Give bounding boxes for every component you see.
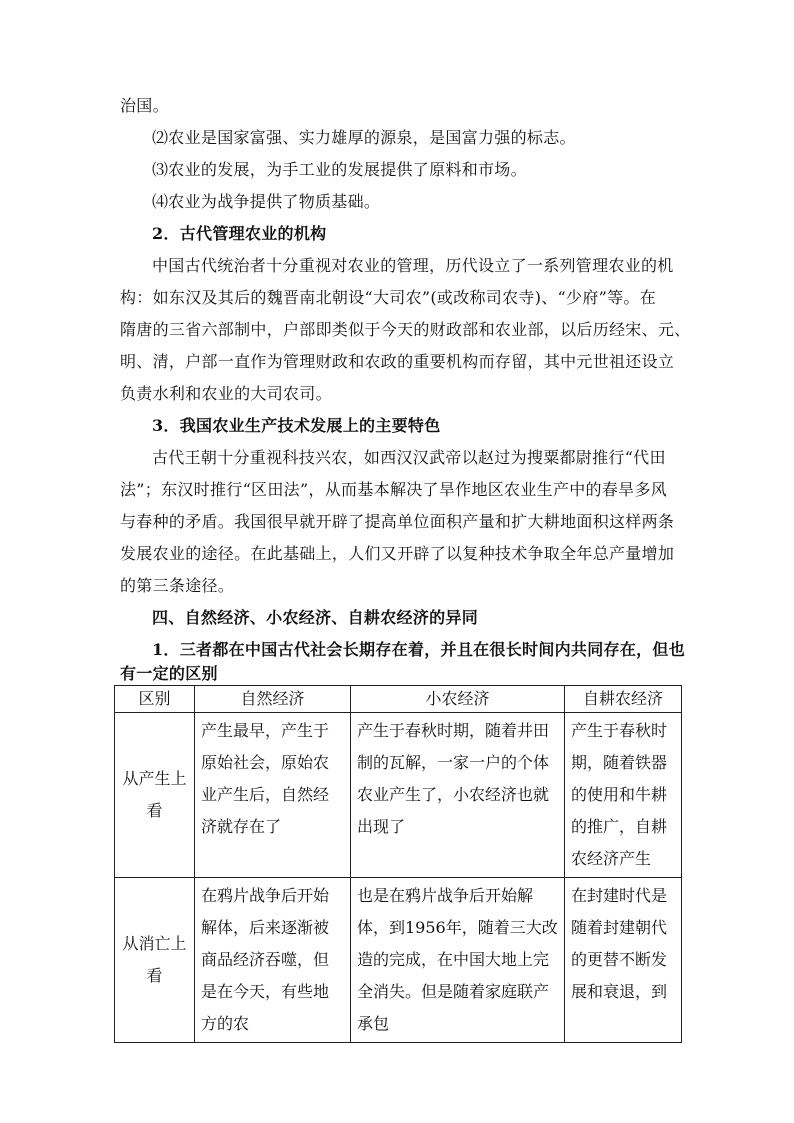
table-cell-text: 产生于春秋时期，随着井田制的瓦解，一家一户的个体农业产生了，小农经济也就出现了 bbox=[357, 721, 550, 836]
table-cell bbox=[351, 713, 565, 878]
paragraph-line: 有一定的区别 bbox=[120, 664, 218, 683]
table-cell-text: 在鸦片战争后开始解体，后来逐渐被商品经济吞噬，但是在今天，有些地方的农 bbox=[201, 886, 330, 1033]
section-heading: 3．我国农业生产技术发展上的主要特色 bbox=[152, 416, 441, 435]
table-header-row bbox=[115, 686, 682, 713]
paragraph-line: 构：如东汉及其后的魏晋南北朝设“大司农”(或改称司农寺)、“少府”等。在 bbox=[120, 288, 657, 307]
paragraph-line: 隋唐的三省六部制中，户部即类似于今天的财政部和农业部，以后历经宋、元、 bbox=[120, 320, 691, 339]
table-cell-text: 在封建时代是随着封建朝代的更替不断发展和衰退，到 bbox=[571, 886, 668, 1001]
paragraph-line: 的第三条途径。 bbox=[120, 576, 235, 595]
paragraph-line: ⑷农业为战争提供了物质基础。 bbox=[152, 192, 381, 211]
table-cell bbox=[351, 878, 565, 1043]
table-row bbox=[115, 713, 682, 878]
table-row bbox=[115, 878, 682, 1043]
paragraph-line: ⑶农业的发展，为手工业的发展提供了原料和市场。 bbox=[152, 160, 527, 179]
table-cell bbox=[565, 878, 682, 1043]
row-label bbox=[115, 713, 195, 878]
paragraph-line: 与春种的矛盾。我国很早就开辟了提高单位面积产量和扩大耕地面积这样两条 bbox=[120, 512, 675, 531]
paragraph-line: 中国古代统治者十分重视对农业的管理，历代设立了一系列管理农业的机 bbox=[152, 256, 674, 275]
table-cell bbox=[565, 713, 682, 878]
table-header-cell: 自然经济 bbox=[195, 686, 351, 713]
table-header-cell: 小农经济 bbox=[351, 686, 565, 713]
table-cell-text: 产生于春秋时期，随着铁器的使用和牛耕的推广，自耕农经济产生 bbox=[571, 721, 668, 868]
table-cell-text: 产生最早，产生于原始社会，原始农业产生后，自然经济就存在了 bbox=[201, 721, 330, 836]
table-cell-text: 也是在鸦片战争后开始解体，到1956年，随着三大改造的完成，在中国大地上完全消失。但是随着家庭联产承包 bbox=[357, 886, 558, 1033]
paragraph-line: 古代王朝十分重视科技兴农，如西汉汉武帝以赵过为搜粟都尉推行“代田 bbox=[152, 448, 666, 467]
comparison-table bbox=[114, 685, 682, 1043]
table-cell bbox=[195, 878, 351, 1043]
table-cell bbox=[195, 713, 351, 878]
table-header-cell: 区别 bbox=[115, 686, 195, 713]
paragraph-line: 1．三者都在中国古代社会长期存在着，并且在很长时间内共同存在，但也 bbox=[152, 640, 686, 659]
section-heading: 2．古代管理农业的机构 bbox=[152, 224, 327, 243]
paragraph-line: 明、清，户部一直作为管理财政和农政的重要机构而存留，其中元世祖还设立 bbox=[120, 352, 675, 371]
paragraph-line: 负责水利和农业的大司农司。 bbox=[120, 384, 332, 403]
paragraph-line: ⑵农业是国家富强、实力雄厚的源泉，是国富力强的标志。 bbox=[152, 128, 576, 147]
row-label bbox=[115, 878, 195, 1043]
row-label-text: 从消亡上看 bbox=[122, 934, 187, 985]
paragraph-line: 法”；东汉时推行“区田法”，从而基本解决了旱作地区农业生产中的春旱多风 bbox=[120, 480, 668, 499]
section-heading: 四、自然经济、小农经济、自耕农经济的异同 bbox=[152, 608, 479, 627]
paragraph-line: 发展农业的途径。在此基础上，人们又开辟了以复种技术争取全年总产量增加 bbox=[120, 544, 675, 563]
table-header-cell: 自耕农经济 bbox=[565, 686, 682, 713]
paragraph-line: 治国。 bbox=[120, 96, 169, 115]
row-label-text: 从产生上看 bbox=[122, 769, 187, 820]
